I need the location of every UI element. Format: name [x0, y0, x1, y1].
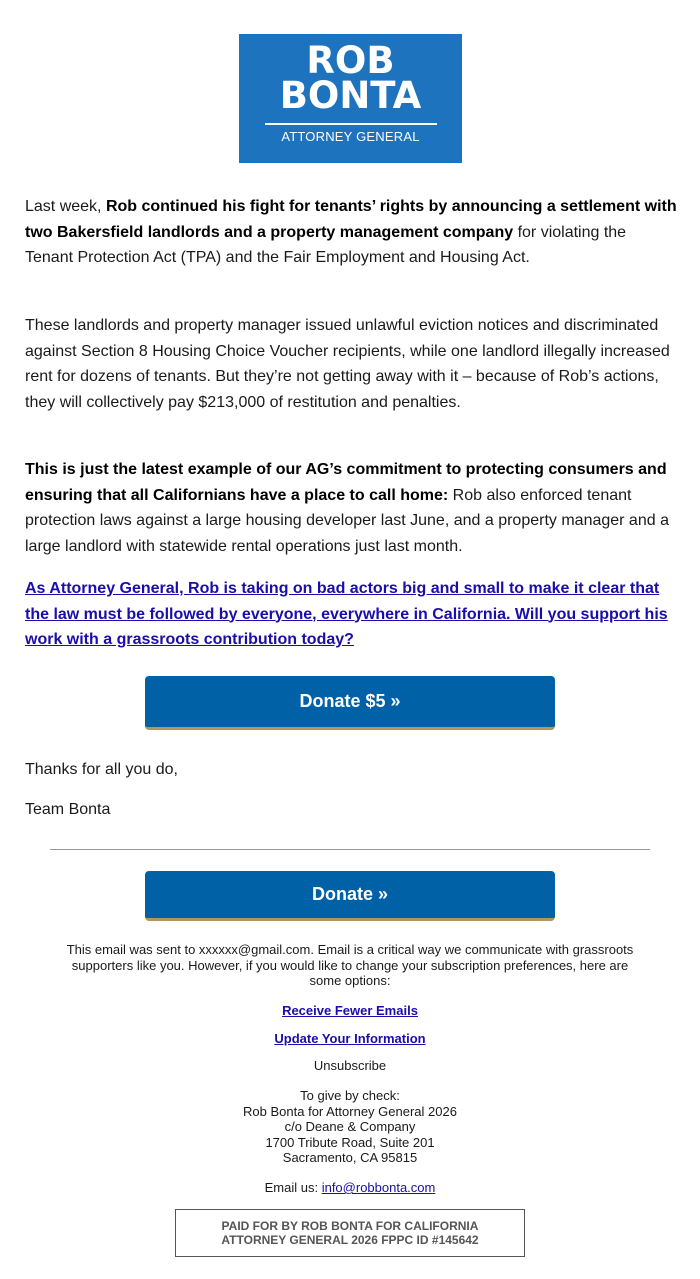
- logo-line-bonta: BONTA: [279, 74, 422, 117]
- logo-line-title: ATTORNEY GENERAL: [265, 123, 437, 144]
- footer-update-wrap: [60, 1031, 640, 1047]
- check-line: c/o Deane & Company: [284, 1119, 416, 1134]
- check-line: Rob Bonta for Attorney General 2026: [243, 1103, 457, 1119]
- check-line: 1700 Tribute Road, Suite 201: [265, 1134, 435, 1150]
- check-line: Sacramento, CA 95815: [282, 1150, 418, 1165]
- campaign-logo: [239, 34, 462, 163]
- appeal-link[interactable]: As Attorney General, Rob is taking on bad actors big and small to make it clear that the law must be followed by everyone, everywhere in California. Will you support his work with a grassroots contribution today?: [25, 580, 668, 648]
- paragraph-appeal: [25, 576, 677, 653]
- intro-rest: for violating the Tenant Protection Act (TPA) and the Fair Employment and Housing Act.: [25, 223, 627, 266]
- footer-intro: This email was sent to xxxxxx@gmail.com. Email is a critical way we communicate with grassroots supporters like you. However, if you would like to change your subscription preferences, here are some options:: [66, 942, 634, 988]
- check-line: To give by check:: [300, 1088, 400, 1103]
- email-link[interactable]: info@robbonta.com: [321, 1180, 436, 1195]
- receive-fewer-emails-link[interactable]: Receive Fewer Emails: [282, 1003, 418, 1018]
- logo-line-rob: ROB: [306, 39, 395, 82]
- update-information-link[interactable]: Update Your Information: [274, 1031, 426, 1046]
- check-address: [60, 1088, 640, 1166]
- paid-for-box: [175, 1209, 525, 1257]
- signoff-text: Team Bonta: [25, 801, 111, 818]
- donate-5-button[interactable]: Donate $5 »: [145, 676, 555, 730]
- commitment-rest: Rob also enforced tenant protection laws against a large housing developer last June, and a property manager and a large landlord with statewide rental operations just last month.: [25, 486, 669, 555]
- footer-email: [60, 1180, 640, 1196]
- paragraph-violations: These landlords and property manager issued unlawful eviction notices and discriminated against Section 8 Housing Choice Voucher recipients, while one landlord illegally increased rent for dozens of tenants. But they’re not getting away with it – because of Rob’s actions, they will collectively pay $213,000 of restitution and penalties.: [25, 317, 670, 411]
- email-label: Email us:: [264, 1180, 322, 1195]
- intro-lead: Last week,: [25, 198, 106, 215]
- thanks-text: Thanks for all you do,: [25, 761, 178, 778]
- unsubscribe-link[interactable]: Unsubscribe: [313, 1058, 387, 1073]
- commitment-bold: This is just the latest example of our AG’s commitment to protecting consumers and ensuring that all Californians have a place to call home:: [25, 461, 667, 504]
- paragraph-commitment: [25, 457, 677, 559]
- donate-button[interactable]: Donate »: [145, 871, 555, 921]
- intro-bold: Rob continued his fight for tenants’ rights by announcing a settlement with two Bakersfield landlords and a property management company: [25, 198, 677, 241]
- paid-line: PAID FOR BY ROB BONTA FOR CALIFORNIA: [221, 1219, 479, 1233]
- divider: [50, 849, 650, 850]
- paragraph-intro: [25, 194, 677, 271]
- paid-line: ATTORNEY GENERAL 2026 FPPC ID #145642: [221, 1233, 479, 1247]
- footer-fewer-wrap: [60, 1003, 640, 1019]
